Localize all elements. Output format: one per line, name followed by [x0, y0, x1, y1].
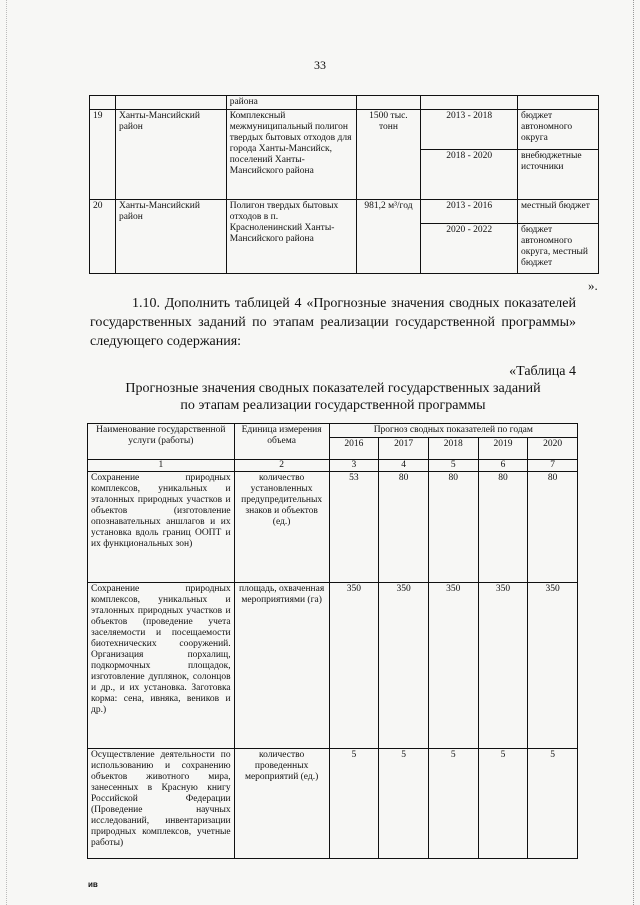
unit-of-measure: количество установленных предупредительных знаков и объектов (ед.) — [234, 472, 329, 583]
scan-edge-right — [633, 0, 634, 905]
source-cell: бюджет автономного округа, местный бюджет — [518, 224, 599, 274]
column-index: 1 — [88, 460, 235, 472]
header-year: 2018 — [428, 438, 478, 460]
closing-quote: ». — [588, 278, 598, 293]
value-cell: 5 — [478, 749, 528, 859]
unit-of-measure: количество проведенных мероприятий (ед.) — [234, 749, 329, 859]
header-forecast: Прогноз сводных показателей по годам — [329, 424, 577, 438]
column-index: 7 — [528, 460, 578, 472]
row-number: 20 — [90, 200, 116, 274]
header-year: 2019 — [478, 438, 528, 460]
table-row — [90, 96, 599, 110]
period-cell: 2013 - 2016 — [421, 200, 518, 224]
column-index: 3 — [329, 460, 379, 472]
value-cell: 350 — [329, 583, 379, 749]
amendment-paragraph: 1.10. Дополнить таблицей 4 «Прогнозные значения сводных показателей государственных заданий по этапам реализации государственной программы» следующего содержания: — [90, 296, 576, 349]
value-cell: 80 — [379, 472, 429, 583]
column-index: 2 — [234, 460, 329, 472]
source-cell: местный бюджет — [518, 200, 599, 224]
header-year: 2016 — [329, 438, 379, 460]
value-cell: 5 — [528, 749, 578, 859]
column-index: 4 — [379, 460, 429, 472]
table-caption: «Таблица 4 — [509, 364, 576, 379]
value-cell: 350 — [428, 583, 478, 749]
value-cell: 80 — [478, 472, 528, 583]
source-cell: бюджет автономного округа — [518, 110, 599, 150]
district-cell: Ханты-Мансийский район — [115, 200, 226, 274]
column-index: 5 — [428, 460, 478, 472]
header-year: 2020 — [528, 438, 578, 460]
district-cell — [115, 96, 226, 110]
value-cell: 80 — [528, 472, 578, 583]
district-cell: Ханты-Мансийский район — [115, 110, 226, 200]
table-row — [88, 472, 578, 583]
header-row — [88, 424, 578, 438]
header-year: 2017 — [379, 438, 429, 460]
period-cell: 2013 - 2018 — [421, 110, 518, 150]
column-index: 6 — [478, 460, 528, 472]
value-cell: 5 — [428, 749, 478, 859]
table-row — [90, 110, 599, 150]
page-number: 33 — [314, 58, 326, 72]
header-unit: Единица измерения объема — [234, 424, 329, 460]
value-cell: 350 — [478, 583, 528, 749]
table-title-line: Прогнозные значения сводных показателей государственных заданий — [125, 381, 541, 396]
index-row — [88, 460, 578, 472]
period-cell: 2018 - 2020 — [421, 150, 518, 200]
table-title — [90, 380, 576, 414]
service-name: Осуществление деятельности по использованию и сохранению объектов животного мира, занесенных в Красную книгу Российской Федерации (Проведение научных исследований, инвентаризации природных комплексов, учетные работы) — [88, 749, 235, 859]
object-cell: района — [226, 96, 356, 110]
value-cell: 350 — [379, 583, 429, 749]
value-cell: 5 — [329, 749, 379, 859]
value-cell: 5 — [379, 749, 429, 859]
service-name: Сохранение природных комплексов, уникальных и эталонных природных участков и объектов (проведение учета заселяемости и посещаемости биотехнических сооружений. Организация порхалищ, подкормочных площадок, изготовление дуплянок, солонцов и др., и их установка. Заготовка корма: сена, ивняка, веников и др.) — [88, 583, 235, 749]
table-title-line: по этапам реализации государственной программы — [180, 398, 486, 413]
value-cell: 80 — [428, 472, 478, 583]
capacity-cell: 1500 тыс. тонн — [356, 110, 421, 200]
table-row — [88, 583, 578, 749]
continuation-table — [89, 95, 599, 274]
value-cell: 53 — [329, 472, 379, 583]
forecast-table — [87, 423, 578, 859]
period-cell: 2020 - 2022 — [421, 224, 518, 274]
row-number — [90, 96, 116, 110]
object-cell: Комплексный межмуниципальный полигон твердых бытовых отходов для города Ханты-Мансийск, поселений Ханты-Мансийского района — [226, 110, 356, 200]
source-cell — [518, 96, 599, 110]
scan-edge-left — [6, 0, 7, 905]
capacity-cell — [356, 96, 421, 110]
service-name: Сохранение природных комплексов, уникальных и эталонных природных участков и объектов (изготовление опознавательных аншлагов и их установка вдоль границ ООПТ и их функциональных зон) — [88, 472, 235, 583]
source-cell: внебюджетные источники — [518, 150, 599, 200]
capacity-cell: 981,2 м³/год — [356, 200, 421, 274]
row-number: 19 — [90, 110, 116, 200]
object-cell: Полигон твердых бытовых отходов в п. Красноленинский Ханты-Мансийского района — [226, 200, 356, 274]
unit-of-measure: площадь, охваченная мероприятиями (га) — [234, 583, 329, 749]
table-row — [88, 749, 578, 859]
header-service: Наименование государственной услуги (работы) — [88, 424, 235, 460]
period-cell — [421, 96, 518, 110]
value-cell: 350 — [528, 583, 578, 749]
footer-initials: ив — [88, 880, 98, 889]
table-row — [90, 200, 599, 224]
